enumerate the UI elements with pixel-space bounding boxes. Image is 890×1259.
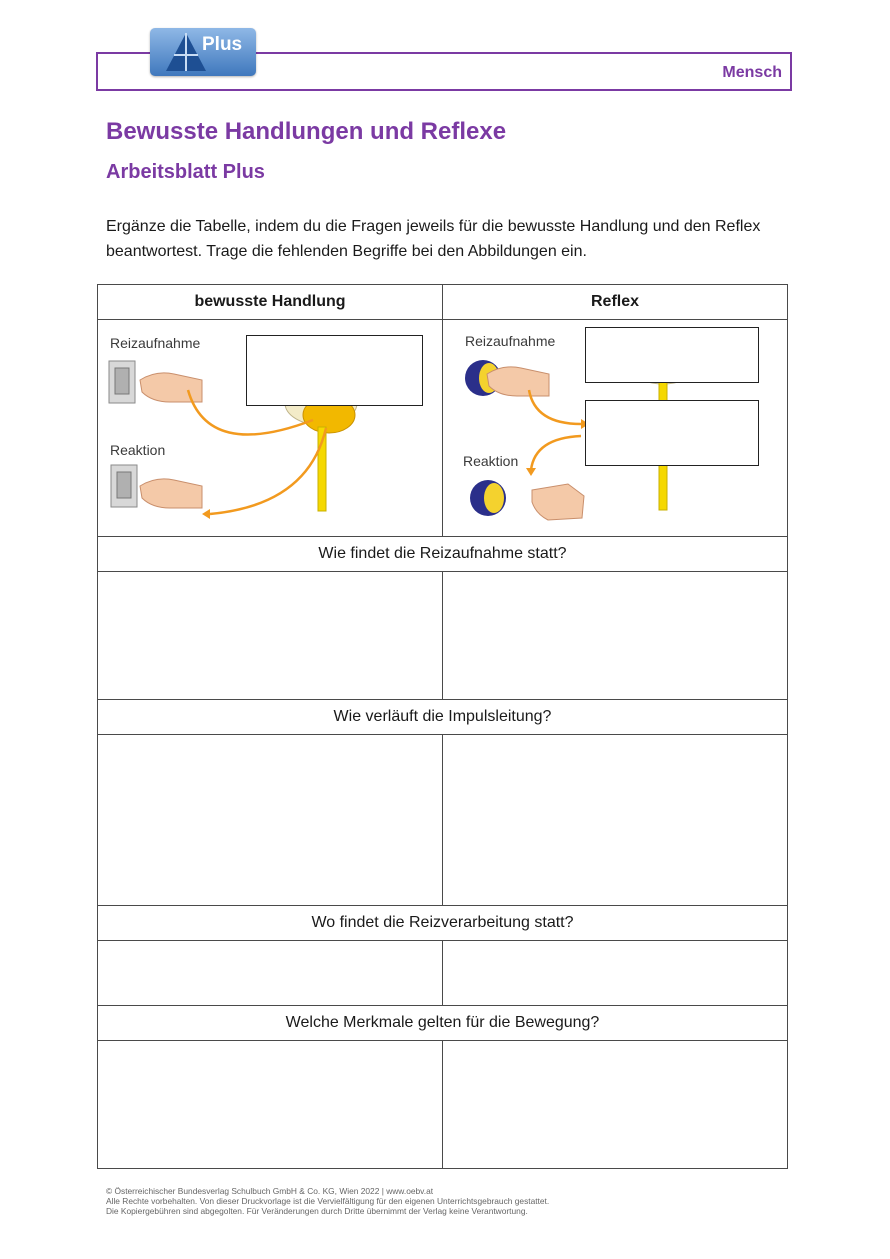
reflex-illustration: [443, 320, 788, 537]
footer-line: Alle Rechte vorbehalten. Von dieser Druckvorlage ist die Vervielfältigung für den eigenen Unterrichtsgebrauch gestattet.: [106, 1196, 550, 1206]
plus-logo: [150, 28, 256, 76]
conscious-action-illustration: [98, 320, 443, 537]
answer-cell-conscious[interactable]: [98, 572, 443, 700]
answer-cell-conscious[interactable]: [98, 941, 443, 1006]
column-header-conscious-action: bewusste Handlung: [98, 285, 443, 320]
label-stimulus-intake: Reizaufnahme: [110, 335, 201, 351]
label-reaction: Reaktion: [110, 442, 166, 458]
answer-cell-reflex[interactable]: [443, 735, 788, 906]
answer-box-brain[interactable]: [246, 335, 423, 406]
instruction-text: Ergänze die Tabelle, indem du die Fragen jeweils für die bewusste Handlung und den Reflex beantwortest. Trage die fehlenden Begriffe bei den Abbildungen ein.: [106, 218, 761, 260]
subject-label: Mensch: [722, 64, 782, 81]
page-title: Bewusste Handlungen und Reflexe: [106, 118, 507, 145]
page-subtitle: Arbeitsblatt Plus: [106, 161, 265, 183]
question-impulse-conduction: Wie verläuft die Impulsleitung?: [98, 700, 788, 735]
answer-cell-conscious[interactable]: [98, 735, 443, 906]
label-stimulus-intake: Reizaufnahme: [465, 333, 556, 349]
answer-box-brain[interactable]: [585, 327, 759, 383]
question-movement-characteristics: Welche Merkmale gelten für die Bewegung?: [98, 1006, 788, 1041]
worksheet-table: [97, 284, 788, 1169]
copyright-footer: [106, 1186, 549, 1216]
answer-cell-conscious[interactable]: [98, 1041, 443, 1169]
label-reaction: Reaktion: [463, 453, 519, 469]
answer-cell-reflex[interactable]: [443, 572, 788, 700]
footer-line: Die Kopiergebühren sind abgegolten. Für Veränderungen durch Dritte übernimmt der Verlag keine Verantwortung.: [106, 1206, 528, 1216]
column-header-reflex: Reflex: [443, 285, 788, 320]
question-stimulus-intake: Wie findet die Reizaufnahme statt?: [98, 537, 788, 572]
question-stimulus-processing: Wo findet die Reizverarbeitung statt?: [98, 906, 788, 941]
footer-line: © Österreichischer Bundesverlag Schulbuch GmbH & Co. KG, Wien 2022 | www.oebv.at: [106, 1186, 434, 1196]
answer-box-spinal-cord[interactable]: [585, 400, 759, 466]
answer-cell-reflex[interactable]: [443, 1041, 788, 1169]
logo-text: Plus: [202, 34, 243, 55]
answer-cell-reflex[interactable]: [443, 941, 788, 1006]
